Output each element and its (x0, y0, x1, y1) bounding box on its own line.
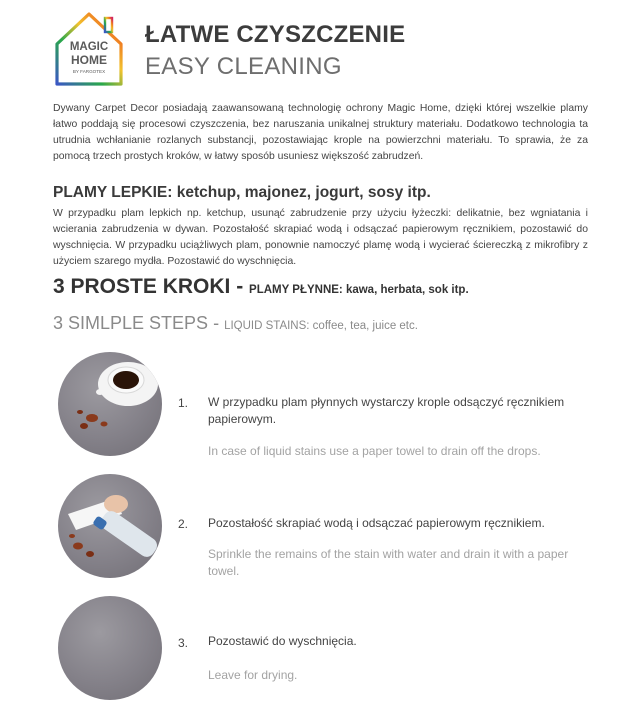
steps-heading-en-main: 3 SIMLPLE STEPS - (53, 313, 225, 333)
logo-text-home: HOME (71, 53, 107, 67)
step-3-number: 3. (178, 636, 189, 650)
step-2-illustration (58, 474, 162, 578)
steps-heading-pl (53, 275, 469, 299)
step-2-text-en: Sprinkle the remains of the stain with water and drain it with a paper towel. (208, 547, 569, 578)
spray-bottle-icon (98, 508, 160, 560)
step-3-text-en: Leave for drying. (208, 668, 298, 682)
step-1-illustration (58, 352, 162, 456)
steps-heading-pl-main: 3 PROSTE KROKI - (53, 275, 250, 298)
stain-drop-icon (69, 534, 75, 538)
step-3-text-pl: Pozostawić do wyschnięcia. (208, 634, 357, 648)
hand-shape (104, 495, 128, 513)
steps-heading-pl-sub: PLAMY PŁYNNE: kawa, herbata, sok itp. (249, 284, 469, 296)
page-title-pl: ŁATWE CZYSZCZENIE (145, 21, 406, 48)
logo-text-by: BY FARGOTEX (72, 69, 106, 74)
stain-drop-icon (73, 543, 83, 550)
step-2-number: 2. (178, 517, 189, 531)
coffee-drop-icon (86, 414, 98, 422)
sticky-stains-text: W przypadku plam lepkich np. ketchup, usunąć zabrudzenie przy użyciu łyżeczki: delikatnie, bez wgniatania i wcierania zabrudzenia w dywan. Pozostałość skrapiać wodą i odsączać papierowym ręcznikiem, pozostawić do wyschnięcia. W przypadku uciążliwych plam, ponownie namoczyć plamę wodą i wycierać ściereczką z mikrofibry z użyciem szarego mydła. Pozostawić do wyschnięcia. (53, 208, 588, 267)
coffee-drop-icon (77, 410, 83, 414)
coffee-drop-icon (80, 423, 88, 429)
house-logo-icon (53, 10, 125, 88)
sticky-stains-heading: PLAMY LEPKIE: ketchup, majonez, jogurt, sosy itp. (53, 184, 431, 201)
cup-handle (96, 389, 104, 395)
step-2-text-pl: Pozostałość skrapiać wodą i odsączać papierowym ręcznikiem. (208, 516, 545, 530)
step-3-illustration (58, 596, 162, 700)
logo-text-magic: MAGIC (69, 41, 109, 53)
step-1-text-en: In case of liquid stains use a paper towel to drain off the drops. (208, 444, 541, 458)
stain-drop-icon (86, 551, 94, 557)
intro-paragraph: Dywany Carpet Decor posiadają zaawansowaną technologię ochrony Magic Home, dzięki której wszelkie plamy łatwo poddają się procesowi czyszczenia, bez naruszania unikalnej struktury materiału. Dodatkowo technologia ta utrudnia wchłanianie rozlanych substancji, pozostawiając krople na powierzchni materiału. To sprawia, że za pomocą trzech prostych kroków, w łatwy sposób usuniesz większość zabrudzeń. (53, 103, 588, 162)
magic-home-logo (53, 10, 125, 88)
step-1-text-pl: W przypadku plam płynnych wystarczy krople odsączyć ręcznikiem papierowym. (208, 395, 565, 426)
coffee-drop-icon (101, 422, 108, 427)
page-title-en: EASY CLEANING (145, 53, 342, 80)
steps-heading-en (53, 313, 418, 334)
coffee-surface (113, 371, 139, 389)
steps-heading-en-sub: LIQUID STAINS: coffee, tea, juice etc. (224, 320, 418, 332)
step-1-number: 1. (178, 396, 189, 410)
